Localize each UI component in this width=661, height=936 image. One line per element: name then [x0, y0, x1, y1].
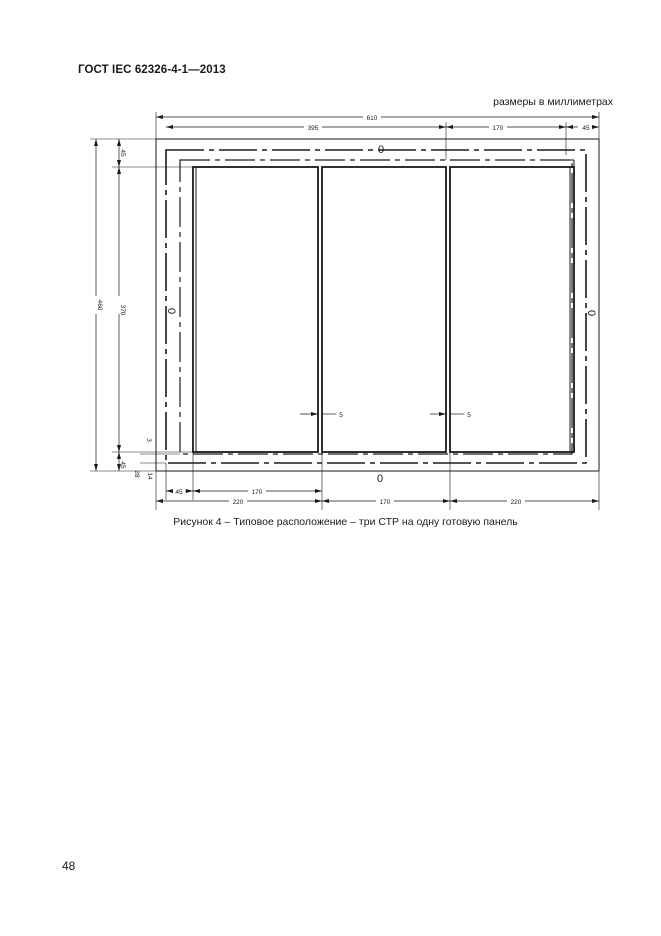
zero-marker-top: 0 [377, 144, 385, 156]
dim-width-170-top: 170 [492, 125, 504, 132]
dim-gap-5-left: 5 [339, 412, 343, 419]
zero-marker-right: 0 [585, 309, 597, 317]
figure-caption: Рисунок 4 – Типовое расположение – три СТР на одну готовую панель [173, 516, 518, 528]
dim-height-3: 3 [145, 438, 152, 442]
product-area-2 [322, 167, 446, 452]
dim-width-395: 395 [307, 125, 319, 132]
zero-marker-bottom: 0 [376, 473, 384, 485]
units-note: размеры в миллиметрах [493, 96, 613, 108]
zero-marker-left: 0 [165, 307, 177, 315]
dim-total-height: 460 [96, 299, 103, 311]
dim-height-14: 14 [146, 472, 153, 480]
dim-bottom-170-mid: 170 [379, 499, 391, 506]
dim-bottom-45: 45 [175, 489, 183, 496]
dim-width-45-top: 45 [582, 125, 590, 132]
dim-gap-5-right: 5 [467, 412, 471, 419]
dim-bottom-170-left: 170 [251, 489, 263, 496]
dim-height-45-top: 45 [119, 149, 126, 157]
product-area-1 [193, 167, 318, 452]
dim-total-width: 610 [366, 115, 378, 122]
panel-outline [156, 139, 599, 471]
document-header: ГОСТ IEC 62326-4-1—2013 [78, 64, 226, 76]
dim-bottom-220-right: 220 [510, 499, 522, 506]
dim-height-45-bottom: 45 [119, 461, 126, 469]
page-number: 48 [62, 859, 76, 873]
dim-height-28: 28 [133, 470, 140, 478]
dashed-frame-outer [166, 150, 586, 463]
dim-bottom-220-left: 220 [232, 499, 244, 506]
dashed-frame-inner [180, 160, 572, 454]
dim-height-370: 370 [119, 304, 126, 316]
product-area-3 [450, 167, 574, 452]
